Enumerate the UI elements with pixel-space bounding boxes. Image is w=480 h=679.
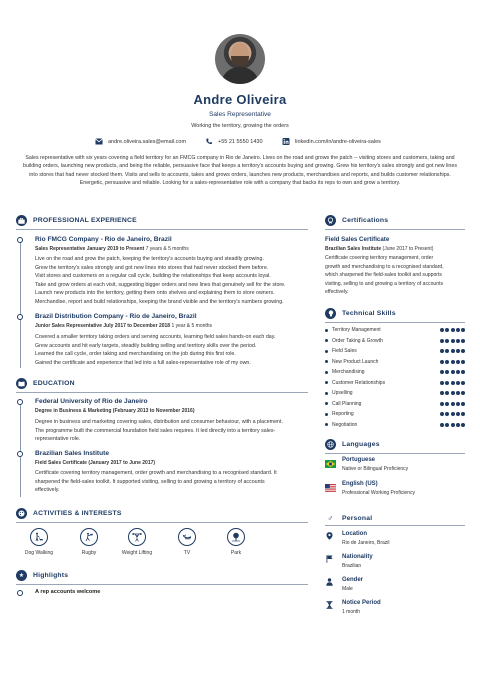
personal-item <box>325 531 465 551</box>
bullet-icon <box>325 371 328 374</box>
rating-dot <box>451 402 455 406</box>
rating-dot <box>456 381 460 385</box>
skill-item <box>325 368 465 376</box>
rating-dot <box>461 349 465 353</box>
skill-item <box>325 337 465 345</box>
rating-dot <box>451 423 455 427</box>
personal-heading <box>325 513 372 524</box>
timeline-line <box>20 238 21 368</box>
certifications-heading <box>325 215 388 226</box>
rating-dot <box>451 328 455 332</box>
job-position: Sales Representative January 2019 to Present 7 years & 5 months <box>35 246 189 252</box>
rating-dot <box>456 349 460 353</box>
activity-item <box>213 528 259 556</box>
skill-item <box>325 379 465 387</box>
rating-dot <box>451 391 455 395</box>
divider <box>16 229 308 230</box>
language-level: Native or Bilingual Proficiency <box>342 466 409 472</box>
job-line: Take and grow orders at each visit, suggesting bigger orders and new lines that genuinely sell for the store. <box>35 281 286 288</box>
degree: Field Sales Certificate (January 2017 to June 2017) <box>35 460 156 466</box>
timeline-dot <box>17 399 23 405</box>
activity-label: Dog Walking <box>24 550 54 556</box>
job-company: Rio FMCG Company - Rio de Janeiro, Brazil <box>35 236 172 243</box>
candidate-name: Andre Oliveira <box>193 92 287 107</box>
activities-heading <box>16 508 122 519</box>
job-title: Sales Representative <box>209 111 271 118</box>
activity-item <box>16 528 62 556</box>
activities-title: ACTIVITIES & INTERESTS <box>33 510 122 517</box>
hourglass-icon <box>326 601 333 609</box>
skill-name: Upselling <box>332 390 353 396</box>
us-flag-icon <box>325 484 336 492</box>
education-description <box>35 418 320 444</box>
rating-dot <box>461 370 465 374</box>
skill-name: Order Taking & Growth <box>332 337 383 344</box>
linkedin-icon <box>282 138 290 145</box>
skill-item <box>325 358 465 366</box>
divider <box>325 322 465 323</box>
skill-item <box>325 400 465 408</box>
rating-dot <box>445 328 449 332</box>
language-level: Professional Working Proficiency <box>342 490 415 496</box>
timeline-dot <box>17 314 23 320</box>
bullet-icon <box>325 381 328 384</box>
timeline-dot <box>17 590 23 596</box>
skill-name: Customer Relationships <box>332 379 386 386</box>
rating-dot <box>461 402 465 406</box>
dog-walking-icon <box>30 528 48 546</box>
rating-dot <box>445 349 449 353</box>
divider <box>325 453 465 454</box>
skill-rating <box>440 328 465 332</box>
rating-dot <box>451 370 455 374</box>
skill-name: Reporting <box>332 411 354 417</box>
contact-bar <box>0 138 480 148</box>
divider <box>16 584 308 585</box>
personal-key: Notice Period <box>342 600 381 606</box>
certificate-line: Certificate covering territory management, order <box>325 255 434 261</box>
phone-text: +55 21 5550 1430 <box>218 138 263 145</box>
skill-name: Merchandising <box>332 369 365 375</box>
rating-dot <box>456 360 460 364</box>
profile-summary: Sales representative with six years covering a field territory for an FMCG company in Rio de Janeiro. Lives on the road and grows the patch -- visiting stores and customers, taking and building orders, launching new products, and being the reliable, persuasive face that keeps a territory's accounts buying and growing. Grew his territory's sales strongly and got new lines into stores that had never stocked them. Visits and sells to accounts, takes and grows orders, launches new products, merchandises and reports, and builds customer relationships. Energetic, persuasive and reliable. Looking for a sales-representative role with a company that backs its reps to own and grow a territory. <box>23 155 457 187</box>
male-symbol-icon: ♂ <box>327 514 334 523</box>
rating-dot <box>456 402 460 406</box>
bullet-icon <box>325 423 328 426</box>
personal-value: Brazilian <box>342 563 362 569</box>
skill-name: Negotiation <box>332 421 358 428</box>
languages-title: Languages <box>342 441 380 448</box>
certifications-title: Certifications <box>342 217 389 224</box>
language-item <box>325 457 465 477</box>
language-item <box>325 481 465 501</box>
bullet-icon <box>325 402 328 405</box>
skill-item <box>325 410 465 418</box>
certificate-line: which sharpened the field-sales toolkit and supports <box>325 272 442 278</box>
bullet-icon <box>325 329 328 332</box>
degree: Degree in Business & Marketing (February 2013 to November 2016) <box>35 408 195 414</box>
skill-item <box>325 389 465 397</box>
job-line: Visit stores and customers on a regular call cycle, building the relationships that keep accounts loyal. <box>35 273 271 280</box>
rating-dot <box>456 391 460 395</box>
divider <box>325 525 465 526</box>
education-line: representative role. <box>35 436 81 443</box>
rating-dot <box>451 349 455 353</box>
rating-dot <box>456 412 460 416</box>
activity-label: TV <box>183 550 191 556</box>
rating-dot <box>440 328 444 332</box>
activity-label: Rugby <box>81 550 97 556</box>
job-line: Grew the territory's sales strongly and got new lines into stores that had never stocked them before. <box>35 264 269 271</box>
job-description <box>35 333 310 367</box>
rating-dot <box>451 360 455 364</box>
certificate-title: Field Sales Certificate <box>325 236 390 243</box>
skills-heading <box>325 308 396 319</box>
rating-dot <box>461 360 465 364</box>
job-line: Live on the road and grow the patch, keeping the territory's accounts buying and steadily growing. <box>35 256 264 262</box>
linkedin-contact[interactable] <box>282 138 381 145</box>
language-name: Portuguese <box>342 457 376 463</box>
email-text: andre.oliveira.sales@email.com <box>108 138 187 145</box>
rating-dot <box>445 381 449 385</box>
skill-name: Field Sales <box>332 348 357 354</box>
education-line: effectively. <box>35 487 60 494</box>
divider <box>16 392 308 393</box>
highlight-item: A rep accounts welcome <box>35 589 101 595</box>
job-line: Learned the call cycle, order taking and merchandising on the job during this first role. <box>35 351 236 358</box>
tagline: Working the territory, growing the orders <box>191 123 289 129</box>
rating-dot <box>440 381 444 385</box>
personal-title: Personal <box>342 515 373 522</box>
rating-dot <box>440 391 444 395</box>
experience-title: PROFESSIONAL EXPERIENCE <box>33 217 137 224</box>
personal-item <box>325 600 465 620</box>
education-line: The programme built the commercial foundation field sales requires. It led directly into a territory sales- <box>35 427 276 434</box>
job-line: Grew accounts and hit early targets, steadily building selling and territory skills over the period. <box>35 342 257 349</box>
timeline-dot <box>17 237 23 243</box>
skill-rating <box>440 423 465 427</box>
bullet-icon <box>325 339 328 342</box>
bullet-icon <box>325 392 328 395</box>
personal-key: Gender <box>342 577 364 583</box>
skill-rating <box>440 370 465 374</box>
park-icon <box>227 528 245 546</box>
email-icon <box>95 138 103 145</box>
activity-item <box>66 528 112 556</box>
highlights-heading <box>16 570 68 581</box>
bullet-icon <box>325 360 328 363</box>
rating-dot <box>445 423 449 427</box>
lightbulb-icon <box>325 308 336 319</box>
personal-key: Location <box>342 531 367 537</box>
rating-dot <box>461 381 465 385</box>
job-line: Gained the certificate and experience that led into a full sales-representative role of my own. <box>35 359 251 366</box>
location-pin-icon <box>326 532 333 540</box>
languages-heading <box>325 439 380 450</box>
brazil-flag-icon <box>325 460 336 468</box>
rating-dot <box>451 412 455 416</box>
rating-dot <box>451 339 455 343</box>
globe-icon <box>325 439 336 450</box>
rating-dot <box>440 423 444 427</box>
rating-dot <box>451 381 455 385</box>
personal-key: Nationality <box>342 554 373 560</box>
rating-dot <box>445 412 449 416</box>
education-line: Degree in business and marketing covering sales, distribution and consumer behaviour, with a placement. <box>35 419 283 425</box>
rugby-icon <box>80 528 98 546</box>
skill-rating <box>440 349 465 353</box>
education-line: Certificate covering territory management, order growth and merchandising to a recognised standard. It <box>35 470 277 476</box>
skill-name: Territory Management <box>332 327 381 333</box>
rating-dot <box>461 423 465 427</box>
job-line: Merchandise, report and build relationships, keeping the brand visible and the territory's numbers growing. <box>35 298 284 305</box>
rating-dot <box>461 412 465 416</box>
certificate-line: visiting, selling to and growing a territory of accounts <box>325 280 444 287</box>
certificate-description <box>325 254 467 297</box>
job-description <box>35 255 310 307</box>
rating-dot <box>445 360 449 364</box>
skill-rating <box>440 339 465 343</box>
rating-dot <box>461 391 465 395</box>
skill-rating <box>440 412 465 416</box>
weight-lifting-icon <box>128 528 146 546</box>
skill-rating <box>440 402 465 406</box>
rating-dot <box>445 391 449 395</box>
linkedin-text: linkedin.com/in/andre-oliveira-sales <box>295 138 381 145</box>
phone-icon <box>205 138 213 145</box>
skill-item <box>325 421 465 429</box>
skill-item <box>325 347 465 355</box>
certificate-line: growth and merchandising to a recognised standard, <box>325 263 444 270</box>
palette-icon <box>16 508 27 519</box>
school-name: Federal University of Rio de Janeiro <box>35 398 148 405</box>
skills-title: Technical Skills <box>342 310 396 317</box>
rating-dot <box>456 339 460 343</box>
job-position: Junior Sales Representative July 2017 to December 2018 1 year & 5 months <box>35 323 213 329</box>
divider <box>16 522 308 523</box>
timeline-dot <box>17 451 23 457</box>
rating-dot <box>456 328 460 332</box>
activity-item <box>114 528 160 556</box>
rating-dot <box>440 360 444 364</box>
education-description <box>35 469 320 495</box>
skill-name: Call Planning <box>332 400 362 407</box>
star-icon: ★ <box>16 570 27 581</box>
activity-label: Park <box>230 550 242 556</box>
personal-item <box>325 554 465 574</box>
rating-dot <box>440 412 444 416</box>
book-icon <box>16 378 27 389</box>
rating-dot <box>440 339 444 343</box>
skill-rating <box>440 391 465 395</box>
rating-dot <box>456 370 460 374</box>
experience-heading <box>16 215 137 226</box>
job-line: Launch new products into the territory, getting them onto shelves and explaining them to store owners. <box>35 290 275 297</box>
bullet-icon <box>325 413 328 416</box>
skill-item <box>325 326 465 334</box>
skill-rating <box>440 360 465 364</box>
activity-item <box>164 528 210 556</box>
profile-photo <box>215 34 265 84</box>
language-name: English (US) <box>342 481 378 487</box>
rating-dot <box>461 339 465 343</box>
flag-icon <box>326 555 333 563</box>
job-company: Brazil Distribution Company - Rio de Janeiro, Brazil <box>35 313 197 320</box>
highlights-title: Highlights <box>33 572 69 579</box>
education-heading <box>16 378 75 389</box>
skill-name: New Product Launch <box>332 358 379 365</box>
timeline-line <box>20 402 21 497</box>
bullet-icon <box>325 350 328 353</box>
school-name: Brazilian Sales Institute <box>35 450 110 457</box>
phone-contact[interactable] <box>205 138 263 145</box>
email-contact[interactable] <box>95 138 186 145</box>
rating-dot <box>440 370 444 374</box>
rating-dot <box>445 402 449 406</box>
rating-dot <box>456 423 460 427</box>
rating-dot <box>461 328 465 332</box>
job-line: Covered a smaller territory taking orders and serving accounts, learning field sales hands-on each day. <box>35 334 276 340</box>
rating-dot <box>440 402 444 406</box>
rating-dot <box>440 349 444 353</box>
skill-rating <box>440 381 465 385</box>
rating-dot <box>445 339 449 343</box>
education-line: sharpened the field-sales toolkit. It supported visiting, selling to and growing a territory of accounts <box>35 478 265 485</box>
rating-dot <box>445 370 449 374</box>
certificate-line: effectively. <box>325 289 349 295</box>
divider <box>325 229 465 230</box>
personal-value: Male <box>342 586 353 592</box>
certificate-icon <box>325 215 336 226</box>
personal-item <box>325 577 465 597</box>
certificate-issuer: Brazilian Sales Institute (June 2017 to Present) <box>325 246 434 252</box>
personal-value: Rio de Janeiro, Brazil <box>342 540 390 546</box>
activity-label: Weight Lifting <box>121 550 153 556</box>
person-icon <box>326 578 333 586</box>
education-title: EDUCATION <box>33 380 75 387</box>
personal-value: 1 month <box>342 609 361 615</box>
briefcase-icon <box>16 215 27 226</box>
tv-icon <box>178 528 196 546</box>
